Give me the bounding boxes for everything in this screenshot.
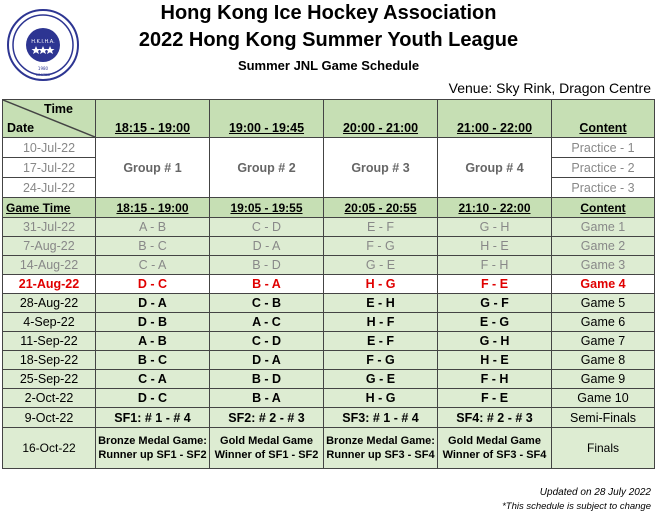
page-subtitle: 2022 Hong Kong Summer Youth League [138,29,519,51]
matchup-cell: G - E [324,256,438,275]
game-date: 11-Sep-22 [3,332,96,351]
matchup-cell: F - E [438,389,552,408]
matchup-cell: H - G [324,389,438,408]
game-content: Game 7 [552,332,655,351]
matchup-cell: C - A [96,370,210,389]
game-date: 16-Oct-22 [3,428,96,469]
matchup-cell: B - A [210,275,324,294]
semi-matchup-cell: SF3: # 1 - # 4 [324,408,438,428]
matchup-cell: C - D [210,218,324,237]
game-date: 18-Sep-22 [3,351,96,370]
game-content: Game 6 [552,313,655,332]
game-row [3,275,655,294]
game-content: Semi-Finals [552,408,655,428]
game-content: Game 2 [552,237,655,256]
matchup-cell: C - A [96,256,210,275]
matchup-cell: E - H [324,294,438,313]
practice-content: Practice - 3 [552,178,655,198]
matchup-cell: D - C [96,275,210,294]
disclaimer-note: *This schedule is subject to change [502,501,651,512]
corner-time: Time [44,102,73,116]
matchup-cell: D - A [210,237,324,256]
game-time-3: 20:05 - 20:55 [324,198,438,218]
final-matchup-line1: Gold Medal Game [448,435,541,447]
game-row [3,370,655,389]
semi-matchup-cell: SF1: # 1 - # 4 [96,408,210,428]
venue-label: Venue: Sky Rink, Dragon Centre [448,80,651,96]
logo-bottom: LIMITED [35,73,51,77]
corner-date: Date [7,121,35,135]
game-date: 21-Aug-22 [3,275,96,294]
game-content: Game 4 [552,275,655,294]
matchup-cell: C - D [210,332,324,351]
matchup-cell: H - E [438,351,552,370]
game-date: 31-Jul-22 [3,218,96,237]
final-row [3,428,655,469]
final-matchup-cell [324,428,438,469]
game-row [3,351,655,370]
matchup-cell: D - A [96,294,210,313]
matchup-cell: H - G [324,275,438,294]
game-row [3,332,655,351]
final-matchup-line1: Bronze Medal Game: [98,435,207,447]
matchup-cell: B - D [210,256,324,275]
game-content: Game 8 [552,351,655,370]
matchup-cell: A - B [96,218,210,237]
practice-time-3: 20:00 - 21:00 [324,100,438,138]
matchup-cell: A - C [210,313,324,332]
practice-content: Practice - 2 [552,158,655,178]
matchup-cell: A - B [96,332,210,351]
group-cell: Group # 4 [438,138,552,198]
final-matchup-cell [210,428,324,469]
final-matchup-cell [96,428,210,469]
matchup-cell: G - E [324,370,438,389]
matchup-cell: F - G [324,351,438,370]
page-title: Hong Kong Ice Hockey Association [160,2,497,24]
updated-note: Updated on 28 July 2022 [539,487,651,498]
game-content: Game 1 [552,218,655,237]
final-matchup-line2: Runner up SF1 - SF2 [98,449,207,461]
matchup-cell: C - B [210,294,324,313]
practice-date: 24-Jul-22 [3,178,96,198]
final-matchup-cell [438,428,552,469]
matchup-cell: H - F [324,313,438,332]
matchup-cell: D - C [96,389,210,408]
content-header: Content [552,198,655,218]
final-matchup-line1: Gold Medal Game [220,435,313,447]
practice-row [3,138,655,158]
group-cell: Group # 3 [324,138,438,198]
game-content: Finals [552,428,655,469]
game-date: 9-Oct-22 [3,408,96,428]
game-row [3,294,655,313]
game-date: 2-Oct-22 [3,389,96,408]
game-time-2: 19:05 - 19:55 [210,198,324,218]
matchup-cell: D - B [96,313,210,332]
matchup-cell: F - G [324,237,438,256]
logo-year: 1980 [37,66,49,71]
matchup-cell: B - D [210,370,324,389]
group-cell: Group # 1 [96,138,210,198]
game-date: 28-Aug-22 [3,294,96,313]
final-matchup-line1: Bronze Medal Game: [326,435,435,447]
final-matchup-line2: Runner up SF3 - SF4 [326,449,435,461]
game-content: Game 9 [552,370,655,389]
matchup-cell: G - H [438,332,552,351]
final-matchup-line2: Winner of SF3 - SF4 [442,449,547,461]
game-row [3,313,655,332]
game-date: 7-Aug-22 [3,237,96,256]
matchup-cell: F - E [438,275,552,294]
matchup-cell: F - H [438,256,552,275]
game-content: Game 3 [552,256,655,275]
practice-time-2: 19:00 - 19:45 [210,100,324,138]
matchup-cell: G - H [438,218,552,237]
matchup-cell: G - F [438,294,552,313]
practice-time-4: 21:00 - 22:00 [438,100,552,138]
content-header: Content [552,100,655,138]
game-row [3,237,655,256]
game-date: 14-Aug-22 [3,256,96,275]
game-content: Game 5 [552,294,655,313]
matchup-cell: E - F [324,332,438,351]
game-row [3,389,655,408]
matchup-cell: E - G [438,313,552,332]
semi-matchup-cell: SF4: # 2 - # 3 [438,408,552,428]
matchup-cell: B - C [96,351,210,370]
game-time-label: Game Time [3,198,96,218]
matchup-cell: B - C [96,237,210,256]
schedule-title: Summer JNL Game Schedule [237,58,420,73]
game-time-header-row [3,198,655,218]
game-time-1: 18:15 - 19:00 [96,198,210,218]
game-date: 25-Sep-22 [3,370,96,389]
game-content: Game 10 [552,389,655,408]
semi-final-row [3,408,655,428]
matchup-cell: E - F [324,218,438,237]
matchup-cell: D - A [210,351,324,370]
practice-date: 17-Jul-22 [3,158,96,178]
practice-header-row [3,100,655,138]
game-date: 4-Sep-22 [3,313,96,332]
group-cell: Group # 2 [210,138,324,198]
logo-text: H.K.I.H.A. [31,39,55,45]
matchup-cell: B - A [210,389,324,408]
semi-matchup-cell: SF2: # 2 - # 3 [210,408,324,428]
game-time-4: 21:10 - 22:00 [438,198,552,218]
game-row [3,256,655,275]
game-row [3,218,655,237]
practice-content: Practice - 1 [552,138,655,158]
matchup-cell: H - E [438,237,552,256]
schedule-table [2,99,655,469]
corner-cell [3,100,96,138]
practice-time-1: 18:15 - 19:00 [96,100,210,138]
final-matchup-line2: Winner of SF1 - SF2 [214,449,319,461]
matchup-cell: F - H [438,370,552,389]
practice-date: 10-Jul-22 [3,138,96,158]
